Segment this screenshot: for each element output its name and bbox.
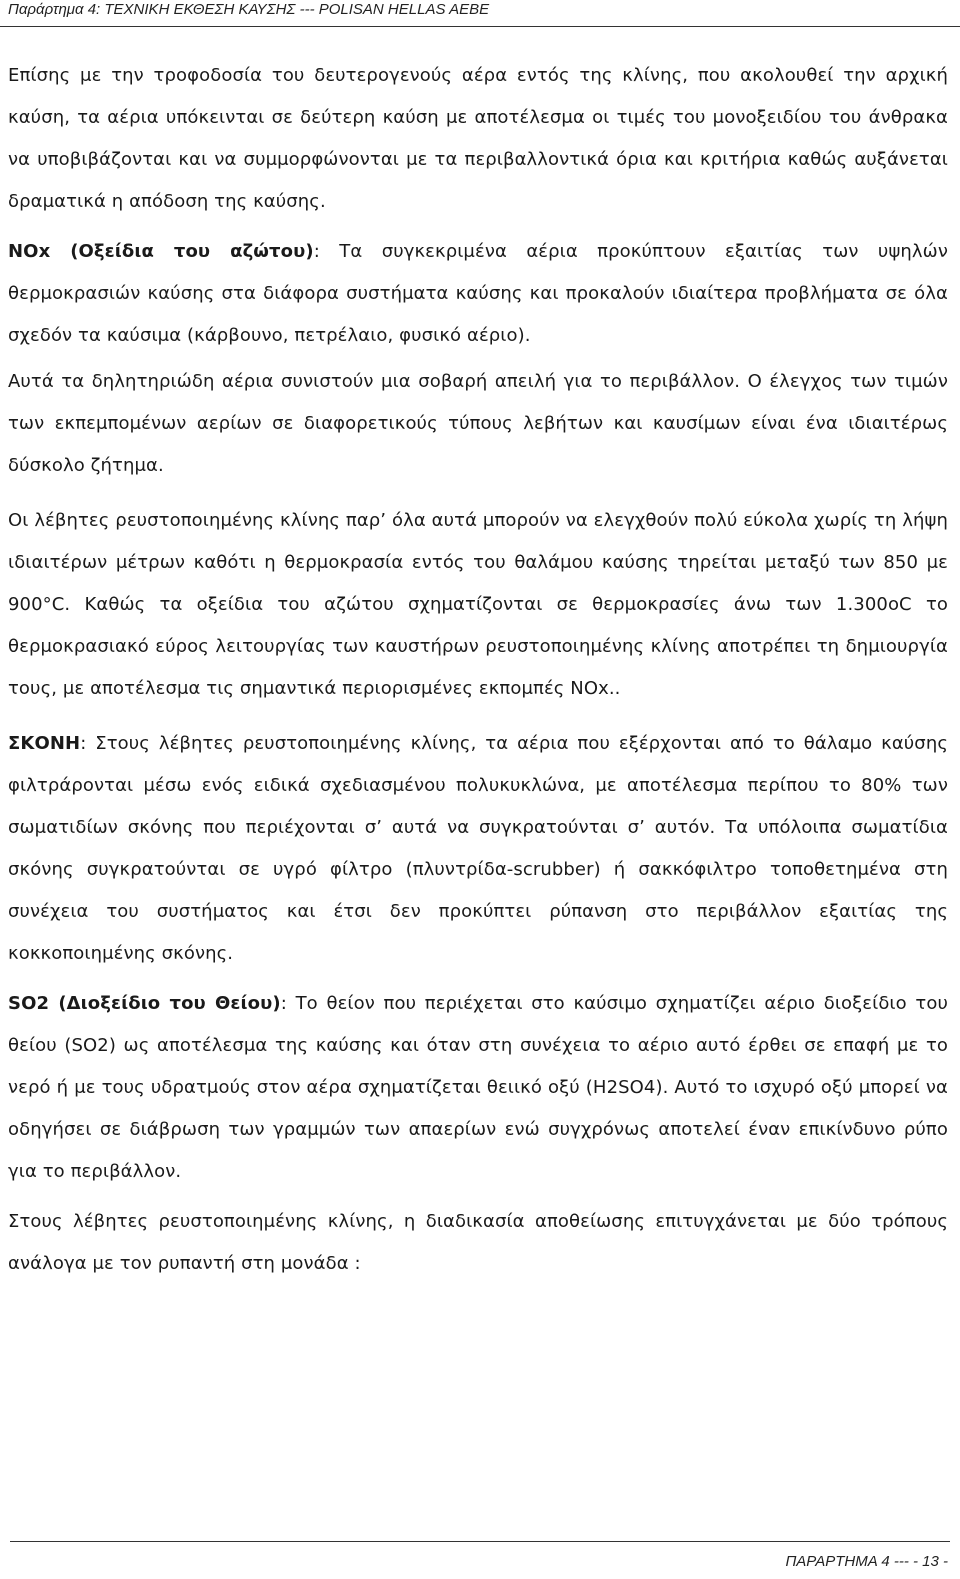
paragraph-text: : Τα συγκεκριμένα αέρια προκύπτουν εξαιτίας των υψηλών θερμοκρασιών καύσης στα διάφορα συστήματα καύσης και προκαλούν ιδιαίτερα προβλήματα σε όλα σχεδόν τα καύσιμα (κάρβουνο, πετρέλαιο, φυσικό αέριο). — [8, 241, 948, 346]
page-header: Παράρτημα 4: ΤΕΧΝΙΚΗ ΕΚΘΕΣΗ ΚΑΥΣΗΣ --- POLISAN HELLAS AEBE — [8, 1, 490, 18]
paragraph-dust — [8, 723, 948, 975]
paragraph-desulfurization — [8, 1201, 948, 1285]
paragraph-toxic-gases — [8, 361, 948, 487]
paragraph-text: : Το θείον που περιέχεται στο καύσιμο σχηματίζει αέριο διοξείδιο του θείου (SO2) ως αποτέλεσμα της καύσης και όταν στη συνέχεια το αέριο αυτό έρθει σε επαφή με το νερό ή με τους υδρατμούς στον αέρα σχηματίζεται θειικό οξύ (H2SO4). Αυτό το ισχυρό οξύ μπορεί να οδηγήσει σε διάβρωση των γραμμών των απαερίων ενώ συγχρόνως αποτελεί έναν επικίνδυνο ρύπο για το περιβάλλον. — [8, 993, 948, 1182]
paragraph-nox — [8, 231, 948, 357]
section-lead-dust: ΣΚΟΝΗ — [8, 733, 81, 754]
header-divider — [0, 26, 960, 27]
paragraph-so2 — [8, 983, 948, 1193]
paragraph-text: Αυτά τα δηλητηριώδη αέρια συνιστούν μια σοβαρή απειλή για το περιβάλλον. Ο έλεγχος των τιμών των εκπεμπομένων αερίων σε διαφορετικούς τύπους λεβήτων και καυσίμων είναι ένα ιδιαιτέρως δύσκολο ζήτημα. — [8, 371, 948, 476]
page-number: ΠΑΡΑΡΤΗΜΑ 4 --- - 13 - — [785, 1553, 948, 1570]
document-body — [8, 55, 948, 1285]
paragraph-fluidized-bed-nox — [8, 500, 948, 710]
section-lead-so2: SO2 (Διοξείδιο του Θείου) — [8, 993, 281, 1014]
section-lead-nox: NOx (Οξείδια του αζώτου) — [8, 241, 314, 262]
footer-divider — [10, 1541, 950, 1542]
paragraph-text: Οι λέβητες ρευστοποιημένης κλίνης παρ’ όλα αυτά μπορούν να ελεγχθούν πολύ εύκολα χωρίς τη λήψη ιδιαιτέρων μέτρων καθότι η θερμοκρασία εντός του θαλάμου καύσης τηρείται μεταξύ των 850 με 900°C. Καθώς τα οξείδια του αζώτου σχηματίζονται σε θερμοκρασίες άνω των 1.300οC το θερμοκρασιακό εύρος λειτουργίας των καυστήρων ρευστοποιημένης κλίνης αποτρέπει τη δημιουργία τους, με αποτέλεσμα τις σημαντικά περιορισμένες εκπομπές NOx.. — [8, 510, 948, 699]
paragraph-text: Στους λέβητες ρευστοποιημένης κλίνης, η διαδικασία αποθείωσης επιτυγχάνεται με δύο τρόπους ανάλογα με τον ρυπαντή στη μονάδα : — [8, 1211, 948, 1274]
paragraph-secondary-air — [8, 55, 948, 223]
paragraph-text: : Στους λέβητες ρευστοποιημένης κλίνης, τα αέρια που εξέρχονται από το θάλαμο καύσης φιλτράρονται μέσω ενός ειδικά σχεδιασμένου πολυκυκλώνα, με αποτέλεσμα περίπου το 80% των σωματιδίων σκόνης που περιέχονται σ’ αυτά να συγκρατούνται σ’ αυτόν. Τα υπόλοιπα σωματίδια σκόνης συγκρατούνται σε υγρό φίλτρο (πλυντρίδα-scrubber) ή σακκόφιλτρο τοποθετημένα στη συνέχεια του συστήματος και έτσι δεν προκύπτει ρύπανση στο περιβάλλον εξαιτίας της κοκκοποιημένης σκόνης. — [8, 733, 948, 964]
paragraph-text: Επίσης με την τροφοδοσία του δευτερογενούς αέρα εντός της κλίνης, που ακολουθεί την αρχική καύση, τα αέρια υπόκεινται σε δεύτερη καύση με αποτέλεσμα οι τιμές του μονοξειδίου του άνθρακα να υποβιβάζονται και να συμμορφώνονται με τα περιβαλλοντικά όρια και κριτήρια καθώς αυξάνεται δραματικά η απόδοση της καύσης. — [8, 65, 948, 212]
